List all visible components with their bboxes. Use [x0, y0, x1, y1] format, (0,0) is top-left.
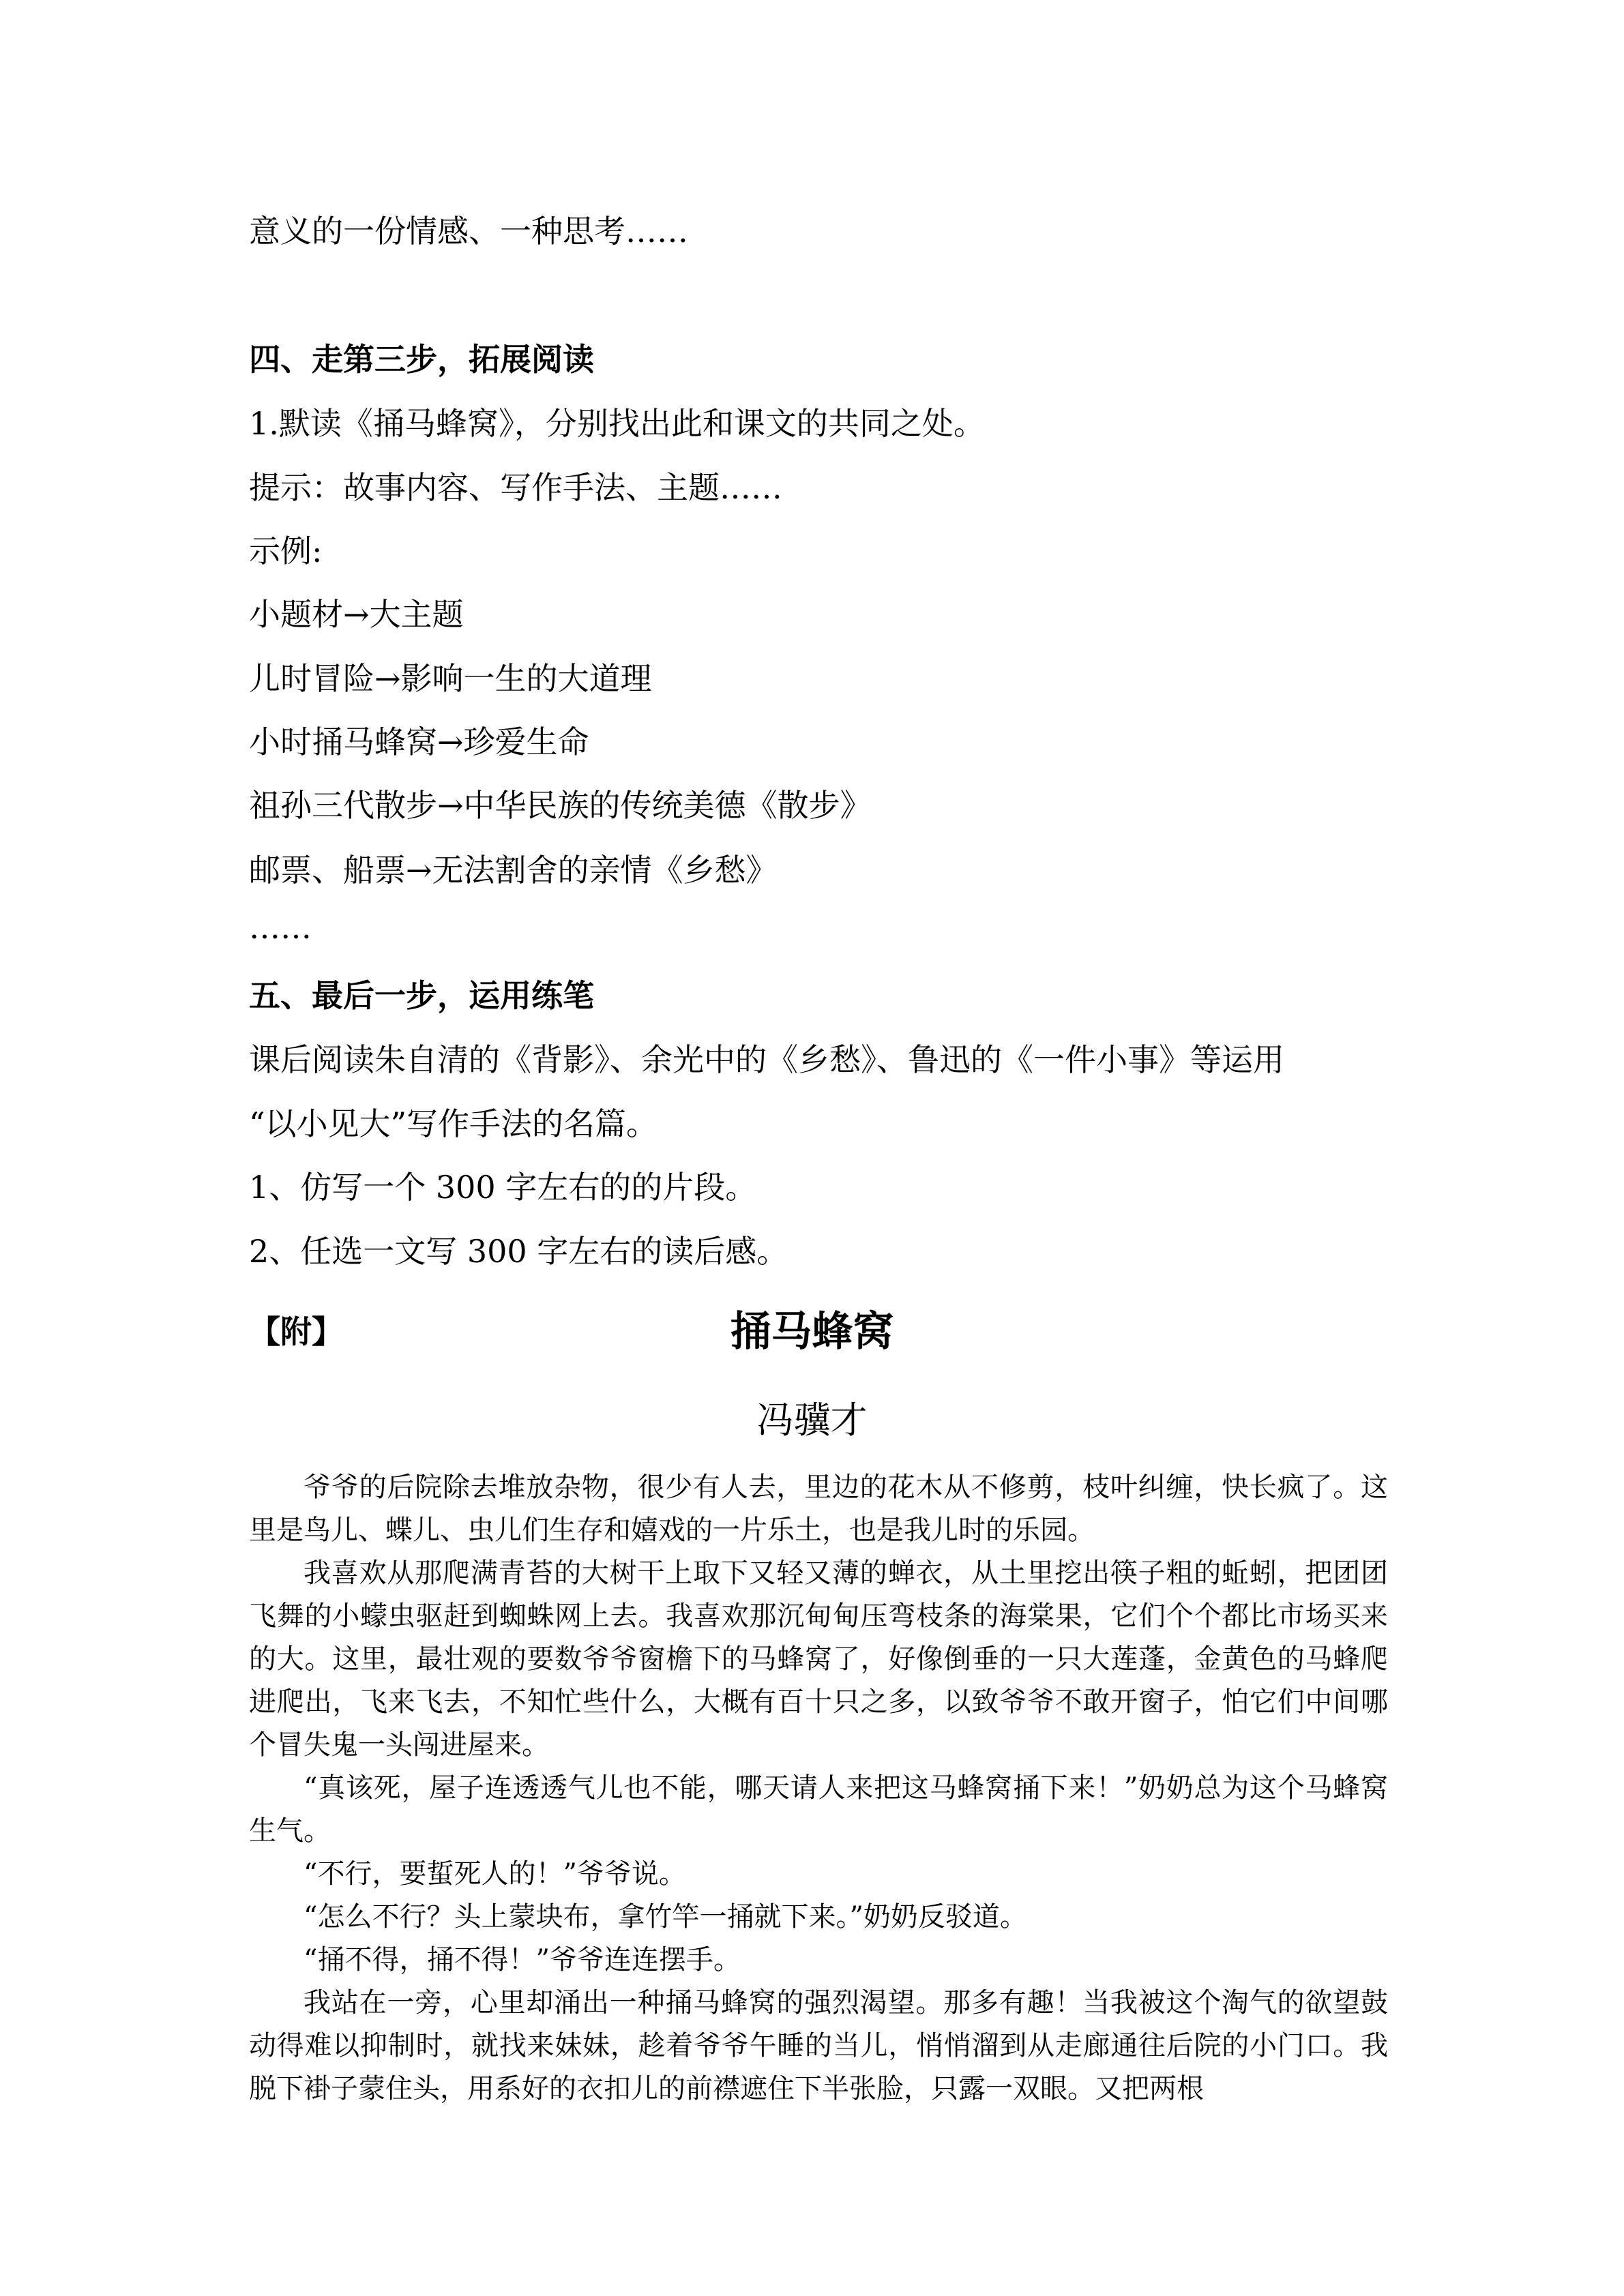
examples-ellipsis: ……: [249, 909, 312, 946]
example-item: 邮票、船票→无法割舍的亲情《乡愁》: [249, 852, 778, 889]
story-paragraph: 我站在一旁，心里却涌出一种捅马蜂窝的强烈渴望。那多有趣！当我被这个淘气的欲望鼓动得难以抑制时，就找来妹妹，趁着爷爷午睡的当儿，悄悄溜到从走廊通往后院的小门口。我脱下褂子蒙住头，用系好的衣扣儿的前襟遮住下半张脸，只露一双眼。又把两根: [249, 1987, 1388, 2104]
story-paragraph: “捅不得，捅不得！”爷爷连连摆手。: [304, 1944, 741, 1976]
section5-heading: 五、最后一步，运用练笔: [249, 977, 594, 1014]
section4-heading: 四、走第三步，拓展阅读: [249, 341, 594, 378]
example-item: 祖孙三代散步→中华民族的传统美德《散步》: [249, 787, 872, 824]
section5-task-1: 1、仿写一个 300 字左右的的片段。: [249, 1169, 757, 1206]
story-paragraph: “不行，要蜇死人的！”爷爷说。: [304, 1858, 686, 1890]
story-paragraph: 爷爷的后院除去堆放杂物，很少有人去，里边的花木从不修剪，枝叶纠缠，快长疯了。这里是鸟儿、蝶儿、虫儿们生存和嬉戏的一片乐土，也是我儿时的乐园。: [249, 1472, 1388, 1546]
example-item: 儿时冒险→影响一生的大道理: [249, 660, 652, 697]
section4-hint: 提示：故事内容、写作手法、主题……: [249, 469, 782, 506]
section5-task-2: 2、任选一文写 300 字左右的读后感。: [249, 1233, 788, 1270]
section4-item-1: 1.默读《捅马蜂窝》，分别找出此和课文的共同之处。: [249, 405, 985, 442]
intro-line: 意义的一份情感、一种思考……: [249, 213, 688, 250]
appendix-label: 【附】: [249, 1313, 343, 1350]
example-label: 示例:: [249, 533, 323, 569]
story-paragraph: “真该死，屋子连透透气儿也不能，哪天请人来把这马蜂窝捅下来！”奶奶总为这个马蜂窝生气。: [249, 1772, 1388, 1847]
appendix-story: [249, 1466, 1388, 2111]
appendix-author: 冯骥才: [756, 1399, 868, 1442]
section5-text: “以小见大”写作手法的名篇。: [249, 1105, 658, 1142]
example-item: 小题材→大主题: [249, 596, 464, 633]
story-paragraph: 我喜欢从那爬满青苔的大树干上取下又轻又薄的蝉衣，从土里挖出筷子粗的蚯蚓，把团团飞舞的小蠓虫驱赶到蜘蛛网上去。我喜欢那沉甸甸压弯枝条的海棠果，它们个个都比市场买来的大。这里，最壮观的要数爷爷窗檐下的马蜂窝了，好像倒垂的一只大莲蓬，金黄色的马蜂爬进爬出，飞来飞去，不知忙些什么，大概有百十只之多，以致爷爷不敢开窗子，怕它们中间哪个冒失鬼一头闯进屋来。: [249, 1557, 1388, 1761]
section5-text: 课后阅读朱自清的《背影》、余光中的《乡愁》、鲁迅的《一件小事》等运用: [249, 1041, 1284, 1078]
story-paragraph: “怎么不行？头上蒙块布，拿竹竿一捅就下来。”奶奶反驳道。: [304, 1901, 1027, 1933]
example-item: 小时捅马蜂窝→珍爱生命: [249, 724, 589, 760]
appendix-title: 捅马蜂窝: [730, 1308, 894, 1356]
